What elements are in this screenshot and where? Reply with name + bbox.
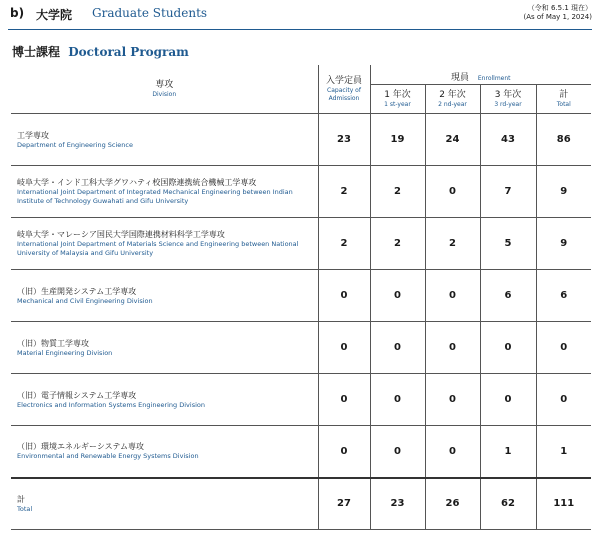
capacity-header-en: Capacity of Admission — [327, 86, 361, 102]
table-row — [11, 114, 591, 166]
capacity-header — [318, 65, 370, 114]
year3-cell: 1 — [480, 426, 536, 478]
capacity-header-jp: 入学定員 — [325, 75, 362, 86]
division-cell — [11, 478, 318, 530]
division-header — [11, 65, 318, 114]
capacity-cell: 0 — [318, 270, 370, 322]
year3-cell: 0 — [480, 322, 536, 374]
capacity-total-cell: 27 — [318, 478, 370, 530]
total-header-en: Total — [556, 100, 571, 108]
total-cell: 0 — [536, 322, 591, 374]
year1-cell: 2 — [370, 166, 425, 218]
division-name-jp: 工学専攻 — [17, 130, 49, 140]
enrollment-table — [11, 65, 591, 530]
division-cell — [11, 374, 318, 426]
division-name-en: Department of Engineering Science — [17, 140, 133, 149]
section-title-en: Graduate Students — [92, 6, 208, 20]
division-name-en: International Joint Department of Integrated Mechanical Engineering between Indian Institute of Technology Guwahati and Gifu University — [17, 188, 293, 205]
date-en: (As of May 1, 2024) — [523, 13, 592, 21]
year3-header-jp: 3 年次 — [494, 89, 522, 100]
year2-header-en: 2 nd-year — [438, 100, 467, 108]
year2-total-cell: 26 — [425, 478, 480, 530]
year3-cell: 0 — [480, 374, 536, 426]
capacity-cell: 2 — [318, 218, 370, 270]
total-cell: 0 — [536, 374, 591, 426]
division-cell — [11, 322, 318, 374]
total-header-jp: 計 — [559, 89, 569, 100]
enrollment-header-en: Enrollment — [477, 75, 511, 82]
total-header — [536, 85, 591, 114]
capacity-cell: 0 — [318, 426, 370, 478]
table-row — [11, 166, 591, 218]
total-cell: 6 — [536, 270, 591, 322]
division-name-jp: （旧）電子情報システム工学専攻 — [17, 390, 137, 400]
table-subtitle — [12, 43, 189, 60]
section-label: b) — [10, 6, 25, 20]
division-header-en: Division — [152, 90, 177, 98]
year1-header-en: 1 st-year — [384, 100, 411, 108]
year3-header-en: 3 rd-year — [494, 100, 522, 108]
year1-cell: 2 — [370, 218, 425, 270]
division-name-jp: （旧）環境エネルギーシステム専攻 — [17, 442, 145, 452]
grand-total-cell: 111 — [536, 478, 591, 530]
table-row — [11, 426, 591, 478]
division-name-en: Mechanical and Civil Engineering Division — [17, 296, 153, 305]
table-row — [11, 322, 591, 374]
year1-cell: 0 — [370, 270, 425, 322]
year1-total-cell: 23 — [370, 478, 425, 530]
division-name-en: International Joint Department of Materials Science and Engineering between National University of Malaysia and Gifu University — [17, 240, 299, 257]
section-header — [10, 4, 592, 30]
total-row — [11, 478, 591, 530]
division-name-en: Material Engineering Division — [17, 348, 113, 357]
as-of-date — [523, 4, 592, 22]
division-name-jp: （旧）生産開発システム工学専攻 — [17, 286, 137, 296]
year1-header-jp: 1 年次 — [384, 89, 411, 100]
year1-cell: 19 — [370, 114, 425, 166]
year2-cell: 24 — [425, 114, 480, 166]
year2-cell: 0 — [425, 322, 480, 374]
year3-header — [480, 85, 536, 114]
total-cell: 9 — [536, 218, 591, 270]
year2-cell: 0 — [425, 426, 480, 478]
year3-cell: 6 — [480, 270, 536, 322]
year1-cell: 0 — [370, 322, 425, 374]
division-cell — [11, 218, 318, 270]
capacity-cell: 2 — [318, 166, 370, 218]
year2-header-jp: 2 年次 — [439, 89, 466, 100]
division-cell — [11, 166, 318, 218]
table-row — [11, 218, 591, 270]
year3-cell: 43 — [480, 114, 536, 166]
division-name-jp: 岐阜大学・インド工科大学グワハティ校国際連携統合機械工学専攻 — [17, 178, 257, 187]
division-name-en: Environmental and Renewable Energy Systems Division — [17, 452, 199, 461]
table-row — [11, 374, 591, 426]
year2-cell: 0 — [425, 270, 480, 322]
year2-cell: 0 — [425, 374, 480, 426]
division-cell — [11, 114, 318, 166]
year2-cell: 0 — [425, 166, 480, 218]
subtitle-jp: 博士課程 — [12, 45, 61, 59]
capacity-cell: 0 — [318, 374, 370, 426]
year3-cell: 7 — [480, 166, 536, 218]
year3-total-cell: 62 — [480, 478, 536, 530]
division-name-en: Electronics and Information Systems Engineering Division — [17, 400, 205, 409]
division-cell — [11, 270, 318, 322]
date-jp: （令和 6.5.1 現在） — [527, 4, 592, 12]
enrollment-header — [370, 65, 591, 85]
header-rule — [8, 29, 592, 30]
total-name-jp: 計 — [17, 494, 25, 504]
year2-header — [425, 85, 480, 114]
capacity-cell: 0 — [318, 322, 370, 374]
year1-header — [370, 85, 425, 114]
total-cell: 9 — [536, 166, 591, 218]
year2-cell: 2 — [425, 218, 480, 270]
enrollment-header-jp: 現員 — [451, 73, 470, 83]
division-name-jp: 岐阜大学・マレーシア国民大学国際連携材料科学工学専攻 — [17, 230, 225, 239]
capacity-cell: 23 — [318, 114, 370, 166]
section-title-jp: 大学院 — [36, 8, 73, 22]
year3-cell: 5 — [480, 218, 536, 270]
subtitle-en: Doctoral Program — [68, 45, 189, 59]
total-cell: 1 — [536, 426, 591, 478]
table-row — [11, 270, 591, 322]
division-cell — [11, 426, 318, 478]
year1-cell: 0 — [370, 374, 425, 426]
year1-cell: 0 — [370, 426, 425, 478]
division-header-jp: 専攻 — [155, 79, 174, 90]
division-name-jp: （旧）物質工学専攻 — [17, 338, 89, 348]
total-cell: 86 — [536, 114, 591, 166]
total-name-en: Total — [17, 504, 33, 513]
